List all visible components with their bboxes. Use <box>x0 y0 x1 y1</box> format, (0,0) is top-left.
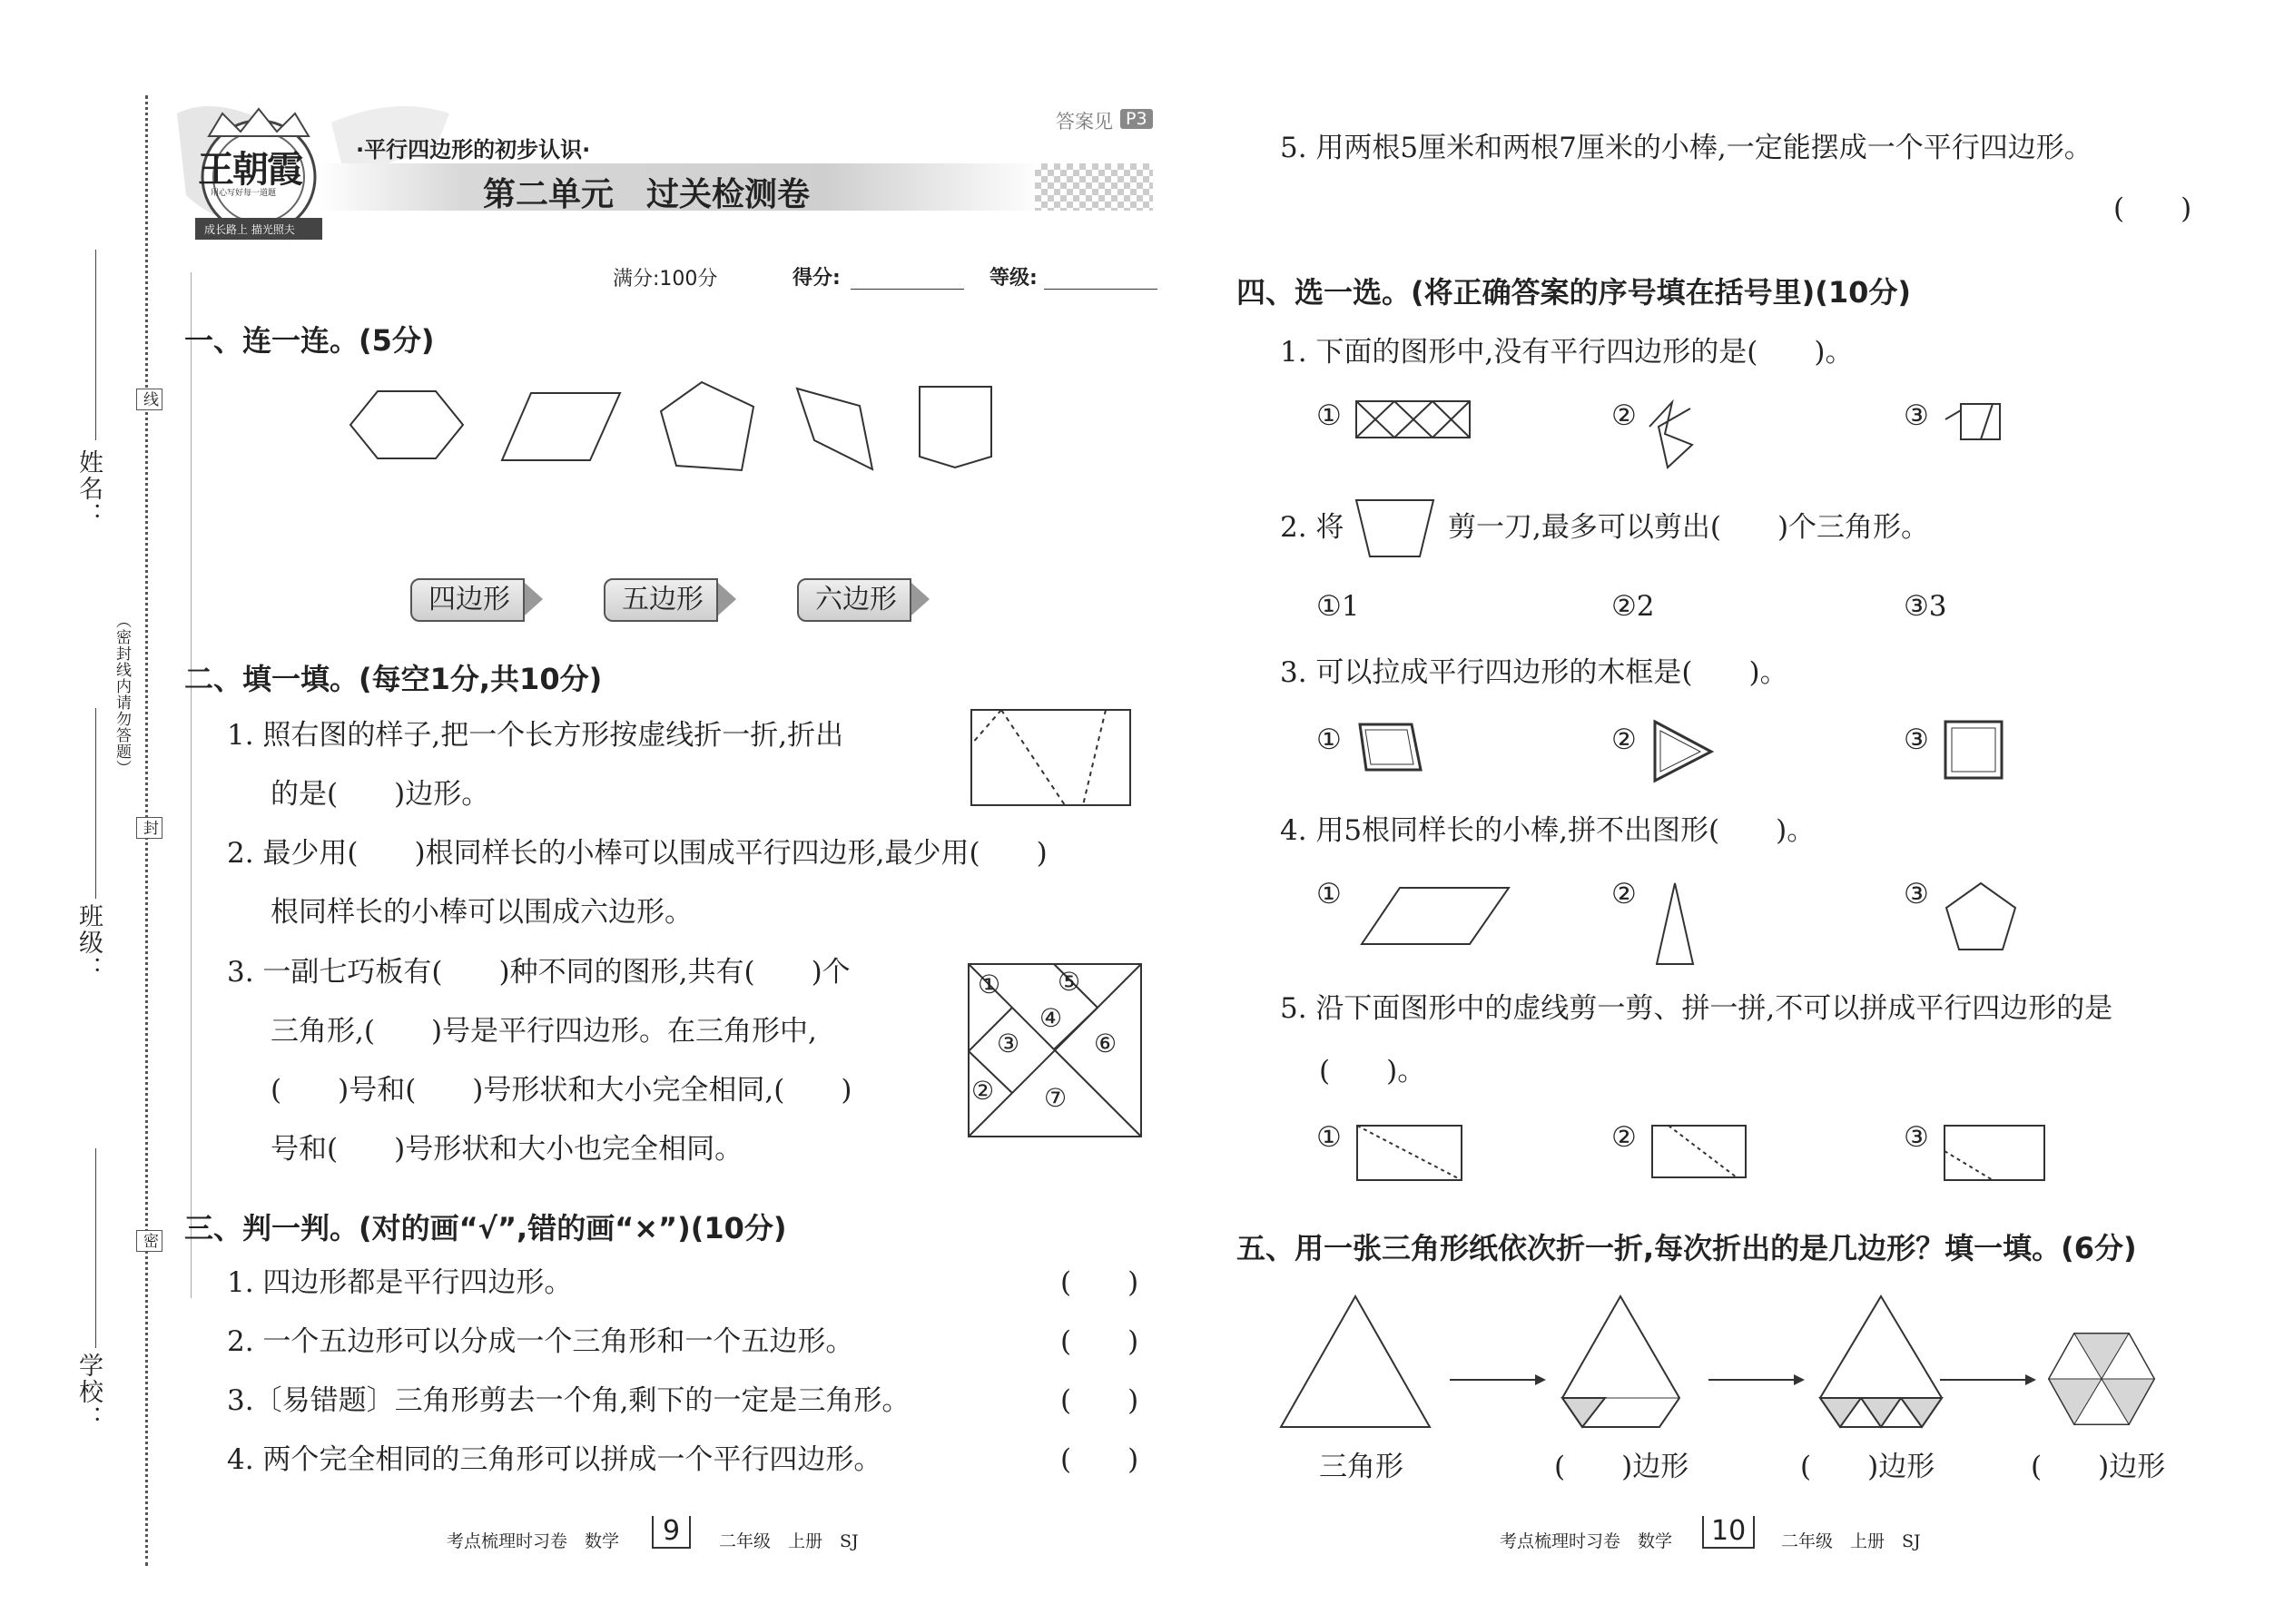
q3-line3: ( )号和( )号形状和大小完全相同,( ) <box>271 1074 852 1107</box>
grade-field[interactable] <box>1044 289 1157 290</box>
score-field[interactable] <box>851 289 964 290</box>
name-label: 姓名： <box>74 449 103 528</box>
choose-q5-line2: ( )。 <box>1319 1055 1426 1088</box>
footer-right-page: 10 <box>1702 1516 1755 1549</box>
tangram-num-7: ⑦ <box>1044 1083 1068 1113</box>
q1-option-1-mark[interactable]: ① <box>1316 399 1342 432</box>
q5-option-1-rect <box>1355 1124 1464 1183</box>
fold-step-hexagon <box>2047 1332 2156 1426</box>
section1-heading: 一、连一连。(5分) <box>184 323 435 358</box>
q1-option-2-mark[interactable]: ② <box>1611 399 1637 432</box>
q3-line2: 三角形,( )号是平行四边形。在三角形中, <box>271 1015 817 1048</box>
q1-option-3-mark[interactable]: ③ <box>1904 399 1929 432</box>
binding-note: （密封线内请勿答题） <box>113 613 131 776</box>
q5-option-2-mark[interactable]: ② <box>1611 1121 1637 1154</box>
q5-option-3-rect <box>1943 1124 2047 1183</box>
q3-option-2-mark[interactable]: ② <box>1611 723 1637 756</box>
q2-option-3[interactable]: ③3 <box>1904 590 1947 623</box>
q2-option-1[interactable]: ①1 <box>1316 590 1360 623</box>
q3-option-3-mark[interactable]: ③ <box>1904 723 1929 756</box>
q2-option-2[interactable]: ②2 <box>1611 590 1655 623</box>
judge-answer-5[interactable]: ( ) <box>2113 192 2192 225</box>
section3-heading: 三、判一判。(对的画“√”,错的画“×”)(10分) <box>184 1211 787 1245</box>
fold-answer-4[interactable]: ( )边形 <box>2031 1451 2166 1483</box>
quadrilateral-shape <box>794 386 876 472</box>
q4-option-2-mark[interactable]: ② <box>1611 878 1637 910</box>
choose-q1: 1. 下面的图形中,没有平行四边形的是( )。 <box>1280 336 1854 369</box>
q1-option-3-figure <box>1943 401 2006 447</box>
judge-item-2: 2. 一个五边形可以分成一个三角形和一个五边形。 <box>227 1325 854 1358</box>
footer-left-page: 9 <box>652 1516 691 1549</box>
choose-q3: 3. 可以拉成平行四边形的木框是( )。 <box>1280 656 1788 689</box>
q4-option-3-pentagon <box>1943 881 2020 953</box>
judge-item-3: 3.〔易错题〕三角形剪去一个角,剩下的一定是三角形。 <box>227 1384 911 1417</box>
q4-option-1-parallelogram <box>1359 885 1513 949</box>
section4-heading: 四、选一选。(将正确答案的序号填在括号里)(10分) <box>1236 275 1912 310</box>
tangram-num-5: ⑤ <box>1058 967 1081 997</box>
checker-pattern <box>1035 163 1153 211</box>
answer-ref: 答案见 <box>1056 111 1113 133</box>
choose-q5-line1: 5. 沿下面图形中的虚线剪一剪、拼一拼,不可以拼成平行四边形的是 <box>1280 992 2113 1025</box>
q5-option-3-mark[interactable]: ③ <box>1904 1121 1929 1154</box>
fold-answer-3[interactable]: ( )边形 <box>1800 1451 1935 1483</box>
logo-text: 王朝霞 <box>198 148 301 191</box>
judge-answer-2[interactable]: ( ) <box>1060 1325 1139 1358</box>
tangram-num-6: ⑥ <box>1094 1029 1117 1058</box>
parallelogram-shape <box>499 390 622 463</box>
binding-mark-seal: 封 <box>136 817 162 839</box>
header-subtitle: ·平行四边形的初步认识· <box>356 137 591 162</box>
arrow-1 <box>1448 1373 1548 1387</box>
judge-answer-3[interactable]: ( ) <box>1060 1384 1139 1417</box>
fold-step-triangle <box>1278 1294 1433 1430</box>
label-quadrilateral[interactable]: 四边形 <box>410 578 525 622</box>
pentagon-shield-shape <box>917 384 994 470</box>
binding-mark-line: 线 <box>136 389 162 410</box>
judge-answer-1[interactable]: ( ) <box>1060 1266 1139 1299</box>
arrow-2 <box>1707 1373 1807 1387</box>
choose-q4: 4. 用5根同样长的小棒,拼不出图形( )。 <box>1280 814 1816 847</box>
full-score: 满分:100分 <box>613 268 718 290</box>
arrow-3 <box>1938 1373 2038 1387</box>
judge-answer-4[interactable]: ( ) <box>1060 1443 1139 1476</box>
folded-rectangle-figure <box>970 708 1133 808</box>
binding-mark-secret: 密 <box>136 1230 162 1252</box>
fold-step-pentagon <box>1817 1294 1944 1430</box>
label-hexagon[interactable]: 六边形 <box>797 578 911 622</box>
judge-item-1: 1. 四边形都是平行四边形。 <box>227 1266 573 1299</box>
q3-line1: 3. 一副七巧板有( )种不同的图形,共有( )个 <box>227 956 851 989</box>
judge-item-5: 5. 用两根5厘米和两根7厘米的小棒,一定能摆成一个平行四边形。 <box>1280 132 2092 164</box>
school-line[interactable] <box>95 1148 96 1348</box>
q1-option-1-figure <box>1354 399 1472 440</box>
q1-option-2-figure <box>1645 399 1718 472</box>
footer-right-tail: 二年级 上册 SJ <box>1781 1531 1921 1551</box>
pentagon-shape <box>658 379 758 475</box>
fold-label-1: 三角形 <box>1319 1451 1403 1483</box>
page-title: 第二单元 过关检测卷 <box>483 176 811 213</box>
q3-option-3-frame <box>1941 717 2009 785</box>
hexagon-shape <box>348 389 466 461</box>
section2-heading: 二、填一填。(每空1分,共10分) <box>184 662 603 696</box>
choose-q2-suffix: 剪一刀,最多可以剪出( )个三角形。 <box>1448 511 1930 544</box>
trapezoid-figure <box>1354 497 1436 561</box>
tangram-num-4: ④ <box>1039 1003 1063 1033</box>
footer-left-tail: 二年级 上册 SJ <box>719 1531 859 1551</box>
q4-option-2-triangle <box>1652 881 1698 967</box>
q3-option-2-frame <box>1648 717 1720 785</box>
tangram-num-3: ③ <box>997 1029 1020 1058</box>
fold-answer-2[interactable]: ( )边形 <box>1554 1451 1689 1483</box>
section5-heading: 五、用一张三角形纸依次折一折,每次折出的是几边形？填一填。(6分) <box>1236 1231 2137 1265</box>
name-line[interactable] <box>95 250 96 440</box>
q5-option-1-mark[interactable]: ① <box>1316 1121 1342 1154</box>
q2-line1: 2. 最少用( )根同样长的小棒可以围成平行四边形,最少用( ) <box>227 837 1048 870</box>
q1-line1: 1. 照右图的样子,把一个长方形按虚线折一折,折出 <box>227 719 844 752</box>
q3-line4: 号和( )号形状和大小也完全相同。 <box>271 1133 743 1166</box>
q3-option-1-mark[interactable]: ① <box>1316 723 1342 756</box>
q5-option-2-rect <box>1650 1124 1748 1180</box>
footer-left-text: 考点梳理时习卷 数学 <box>447 1531 620 1551</box>
logo-ribbon-text: 成长路上 描光照夫 <box>204 223 295 236</box>
footer-right-text: 考点梳理时习卷 数学 <box>1500 1531 1673 1551</box>
label-pentagon[interactable]: 五边形 <box>604 578 718 622</box>
class-line[interactable] <box>95 708 96 899</box>
q4-option-3-mark[interactable]: ③ <box>1904 878 1929 910</box>
fold-step-quadrilateral <box>1560 1294 1682 1430</box>
school-label: 学校： <box>74 1353 103 1432</box>
grade-label: 等级: <box>989 267 1038 290</box>
tangram-num-2: ② <box>971 1076 995 1106</box>
q3-option-1-frame <box>1353 717 1430 781</box>
q1-line2: 的是( )边形。 <box>271 778 490 811</box>
score-label: 得分: <box>793 267 841 290</box>
judge-item-4: 4. 两个完全相同的三角形可以拼成一个平行四边形。 <box>227 1443 882 1476</box>
q4-option-1-mark[interactable]: ① <box>1316 878 1342 910</box>
logo-subtext: 用心写好每一道题 <box>211 189 277 198</box>
answer-page-badge: P3 <box>1120 109 1153 129</box>
inner-binding-line <box>191 272 192 1298</box>
q2-line2: 根同样长的小棒可以围成六边形。 <box>271 896 693 929</box>
choose-q2-prefix: 2. 将 <box>1280 511 1344 544</box>
tangram-num-1: ① <box>978 969 1001 999</box>
class-label: 班级： <box>74 903 103 982</box>
